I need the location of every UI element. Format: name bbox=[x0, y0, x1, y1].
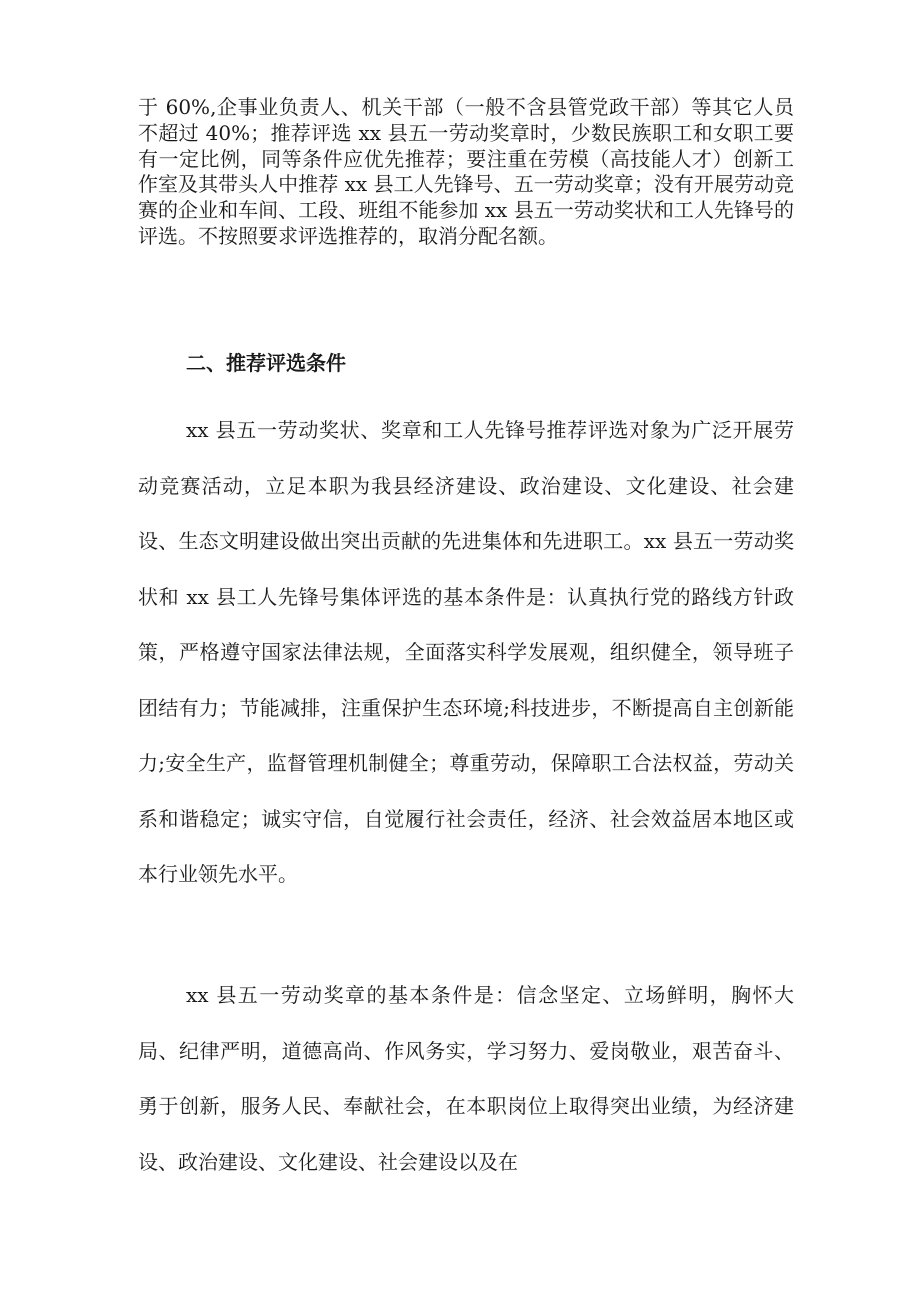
paragraph-medal-conditions: xx 县五一劳动奖章的基本条件是：信念坚定、立场鲜明，胸怀大局、纪律严明，道德高尚、作风务实，学习努力、爱岗敬业，艰苦奋斗、勇于创新，服务人民、奉献社会，在本职岗位上取得突出业绩，为经济建设、政治建设、文化建设、社会建设以及在 bbox=[138, 983, 794, 1174]
paragraph-quota-rules: 于 60%,企事业负责人、机关干部（一般不含县管党政干部）等其它人员不超过 40%；推荐评选 xx 县五一劳动奖章时，少数民族职工和女职工要有一定比例，同等条件应优先推荐；要注重在劳模（高技能人才）创新工作室及其带头人中推荐 xx 县工人先锋号、五一劳动奖章；没有开展劳动竞赛的企业和车间、工段、班组不能参加 xx 县五一劳动奖状和工人先锋号的评选。不按照要求评选推荐的，取消分配名额。 bbox=[138, 95, 794, 248]
paragraph-selection-criteria: xx 县五一劳动奖状、奖章和工人先锋号推荐评选对象为广泛开展劳动竞赛活动，立足本职为我县经济建设、政治建设、文化建设、社会建设、生态文明建设做出突出贡献的先进集体和先进职工。xx 县五一劳动奖状和 xx 县工人先锋号集体评选的基本条件是：认真执行党的路线方针政策，严格遵守国家法律法规，全面落实科学发展观，组织健全，领导班子团结有力；节能减排，注重保护生态环境;科技进步，不断提高自主创新能力;安全生产，监督管理机制健全；尊重劳动，保障职工合法权益，劳动关系和谐稳定；诚实守信，自觉履行社会责任，经济、社会效益居本地区或本行业领先水平。 bbox=[138, 418, 794, 886]
section-heading: 二、推荐评选条件 bbox=[186, 351, 346, 375]
